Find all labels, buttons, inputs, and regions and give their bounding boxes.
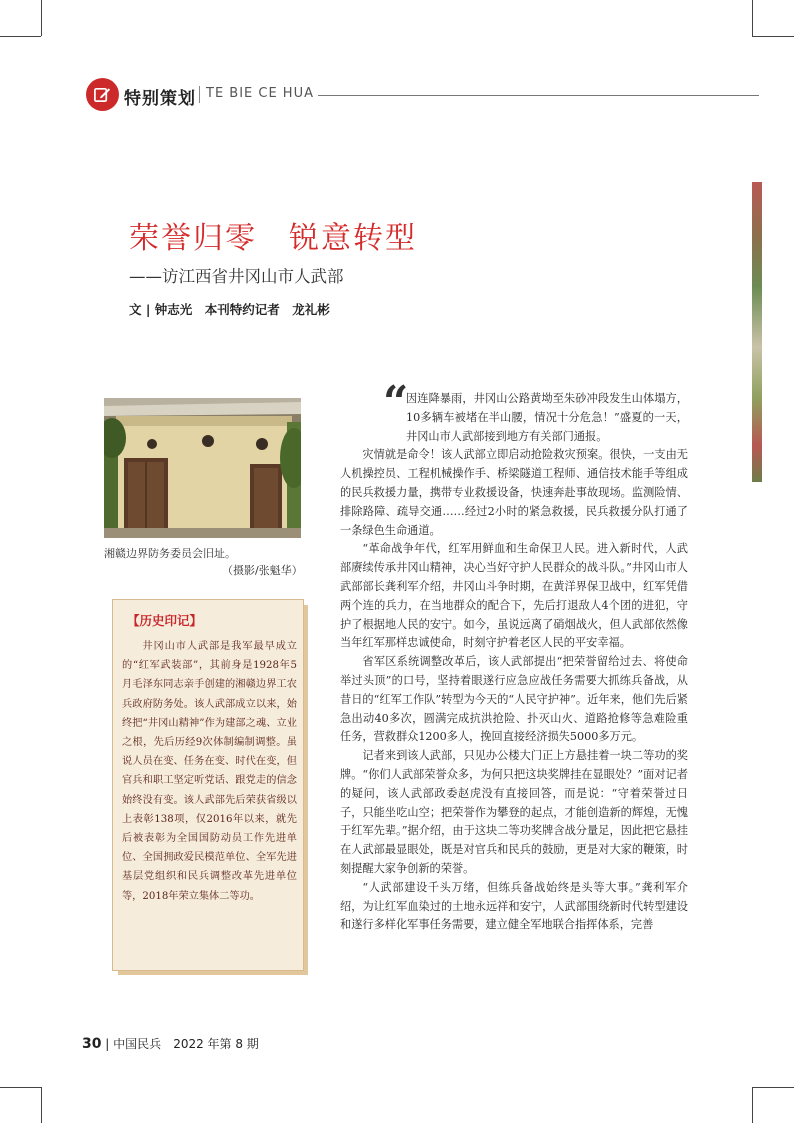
issue-label: 2022 年第 8 期 xyxy=(173,1037,259,1051)
article-subtitle: ——访江西省井冈山市人武部 xyxy=(129,267,344,286)
article-title: 荣誉归零 锐意转型 xyxy=(129,221,417,256)
column-badge xyxy=(86,78,119,111)
historic-building-photo xyxy=(104,398,301,538)
article-byline: 文 | 钟志光 本刊特约记者 龙礼彬 xyxy=(129,302,330,317)
crop-mark xyxy=(752,1087,794,1088)
facing-page-photo-edge xyxy=(752,182,762,482)
article-body xyxy=(340,390,688,935)
paragraph: “人武部建设千头万绪，但练兵备战始终是头等大事。”龚利军介绍，为让红军血染过的土地永远祥和安宁，人武部围绕新时代转型建设和遂行多样化军事任务需要，建立健全军地联合指挥体系，完善 xyxy=(340,880,688,932)
crop-mark xyxy=(41,1087,42,1123)
paragraph: 省军区系统调整改革后，该人武部提出“把荣誉留给过去、将使命举过头顶”的口号，坚持着眼遂行应急应战任务需要大抓练兵备战，从昔日的“红军工作队”转型为今天的“人民守护神”。近年来，他们先后紧急出动40多次，圆满完成抗洪抢险、扑灭山火、道路抢修等急难险重任务，营救群众1200多人，挽回直接经济损失5000多万元。 xyxy=(340,655,688,744)
header-separator xyxy=(199,86,200,103)
crop-mark xyxy=(0,36,41,37)
crop-mark xyxy=(0,1087,41,1088)
magazine-name: 中国民兵 xyxy=(113,1037,162,1051)
quote-spacer xyxy=(340,390,406,446)
crop-mark xyxy=(752,36,794,37)
crop-mark xyxy=(752,0,753,36)
opening-quote-mark: “ xyxy=(383,377,409,428)
page-footer: 30 | 中国民兵 2022 年第 8 期 xyxy=(82,1036,259,1052)
column-name-pinyin: TE BIE CE HUA xyxy=(206,86,314,101)
photo-caption: 湘赣边界防务委员会旧址。 xyxy=(104,547,236,560)
column-name: 特别策划 xyxy=(124,89,196,109)
header-rule xyxy=(318,95,759,96)
history-sidebar xyxy=(112,599,304,971)
paragraph: 灾情就是命令！该人武部立即启动抢险救灾预案。很快，一支由无人机操控员、工程机械操作手、桥梁隧道工程师、通信技术能手等组成的民兵救援力量，携带专业救援设备，快速奔赴事故现场。监测险情、排除路障、疏导交通……经过2小时的紧急救援，民兵救援分队打通了一条绿色生命通道。 xyxy=(340,448,688,537)
paragraph: 记者来到该人武部，只见办公楼大门正上方悬挂着一块二等功的奖牌。“你们人武部荣誉众多，为何只把这块奖牌挂在显眼处？”面对记者的疑问，该人武部政委赵虎没有直接回答，而是说：“守着荣誉过日子，只能坐吃山空；把荣誉作为攀登的起点，才能创造新的辉煌，无愧于红军先辈。”据介绍，由于这块二等功奖牌含战分量足，因此把它悬挂在人武部最显眼处，既是对官兵和民兵的鼓励，更是对大家的鞭策，时刻提醒大家争创新的荣誉。 xyxy=(340,749,688,875)
crop-mark xyxy=(41,0,42,36)
paragraph: “革命战争年代，红军用鲜血和生命保卫人民。进入新时代，人武部赓续传承井冈山精神，决心当好守护人民群众的战斗队。”井冈山市人武部部长龚利军介绍，井冈山斗争时期，在黄洋界保卫战中，红军凭借两个连的兵力，在当地群众的配合下，先后打退敌人4个团的进犯，守护了根据地人民的安宁。如今，虽说远离了硝烟战火，但人武部依然像当年红军那样忠诚使命，时刻守护着老区人民的平安幸福。 xyxy=(340,542,688,650)
paragraph: 因连降暴雨，井冈山公路黄坳至朱砂冲段发生山体塌方，10多辆车被堵在半山腰，情况十分危急！”盛夏的一天，井冈山市人武部接到地方有关部门通报。 xyxy=(406,392,688,443)
sidebar-body: 井冈山市人武部是我军最早成立的“红军武装部”，其前身是1928年5月毛泽东同志亲手创建的湘赣边界工农兵政府防务处。该人武部成立以来，始终把“井冈山精神”作为建部之魂、立业之根，先后历经9次体制编制调整。虽说人员在变、任务在变、时代在变，但官兵和职工坚定听党话、跟党走的信念始终没有变。该人武部先后荣获省级以上表彰138项，仅2016年以来，就先后被表彰为全国国防动员工作先进单位、全国拥政爱民模范单位、全军先进基层党组织和民兵调整改革先进单位等，2018年荣立集体二等功。 xyxy=(122,641,297,902)
photo-credit: （摄影/张魁华） xyxy=(222,564,303,577)
sidebar-heading: 【历史印记】 xyxy=(127,613,203,628)
crop-mark xyxy=(752,1087,753,1123)
page-number: 30 xyxy=(82,1036,102,1052)
